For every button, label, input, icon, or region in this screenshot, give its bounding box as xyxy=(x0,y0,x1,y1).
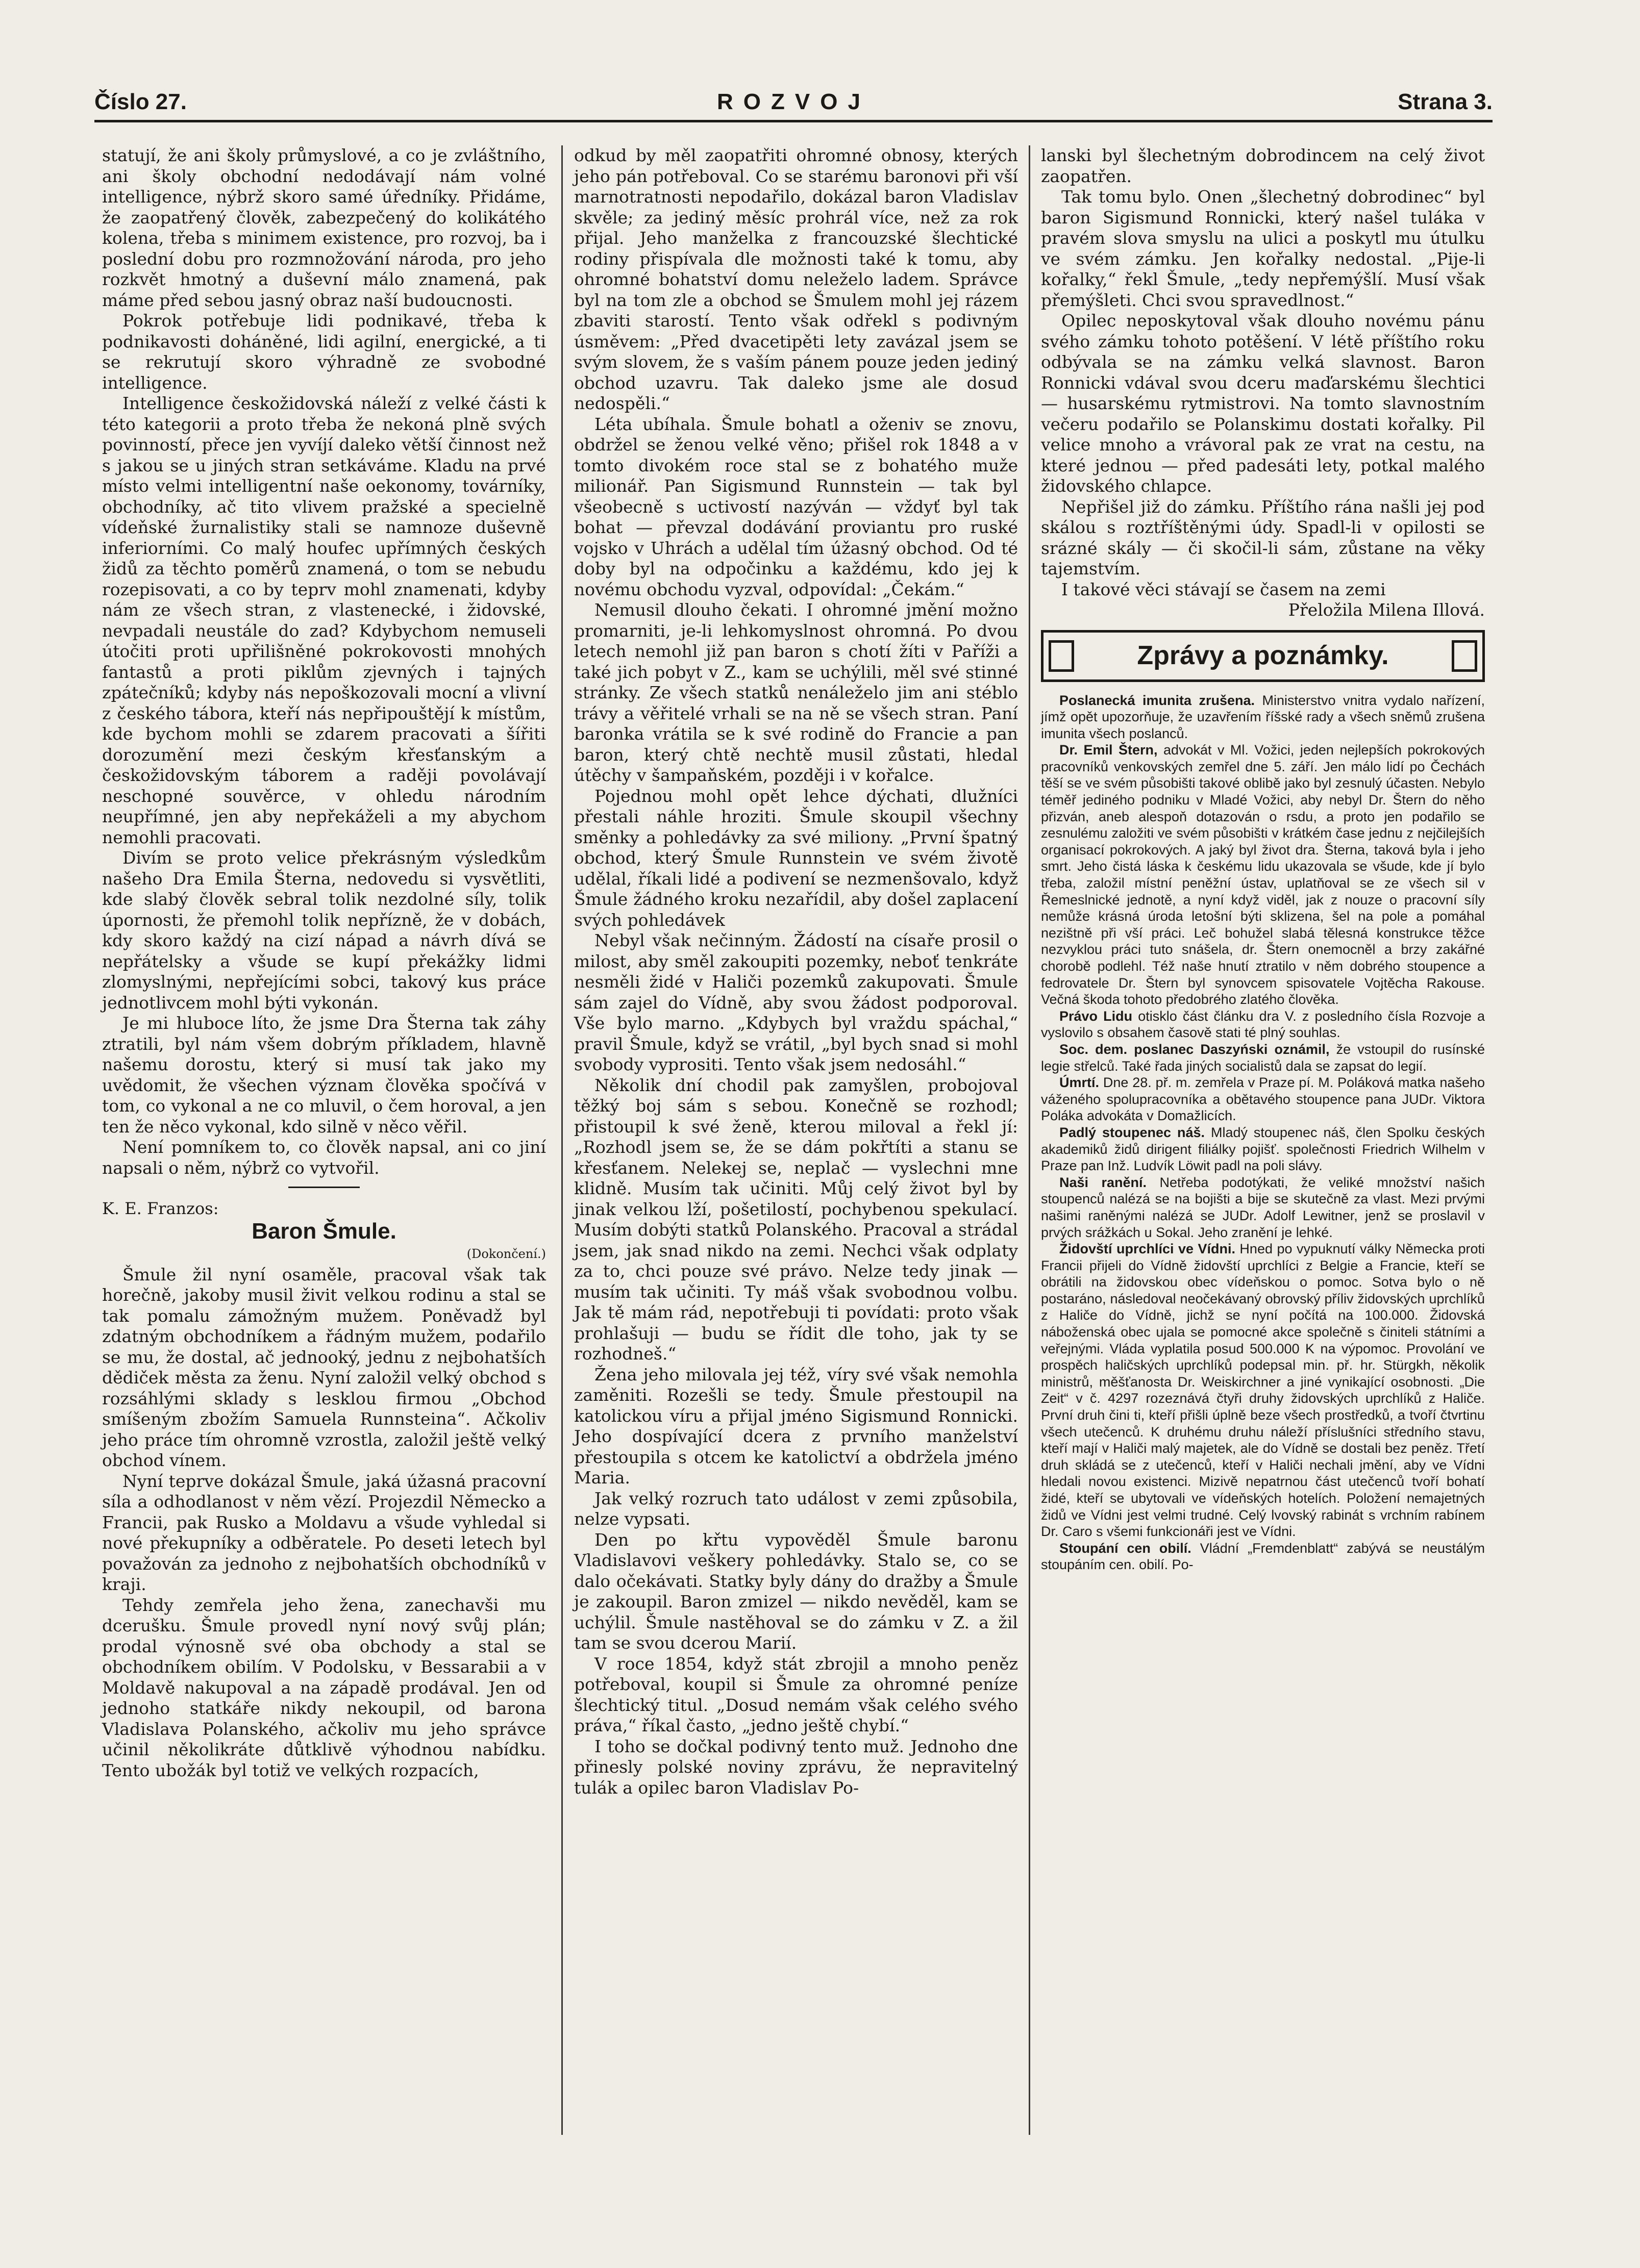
section-separator xyxy=(288,1187,360,1188)
story-paragraph: Šmule žil nyní osaměle, pracoval však tak horečně, jakoby musil živit velkou rodinu a stal se tak pomalu zámožným mužem. Poněvadž byl zdatným obchodníkem a řádným mužem, podařilo se mu, že dostal, ač jednooký, jednu z nejbohatších dědiček města za ženu. Nyní založil velký obchod s rozsáhlými sklady s lesklou firmou „Obchod smíšeným zbožím Samuela Runnsteina“. Ačkoliv jeho práce tím ohromně vzrostla, založil ještě velký obchod vínem. xyxy=(102,1264,546,1470)
story-paragraph: Pojednou mohl opět lehce dýchati, dlužníci přestali náhle hroziti. Šmule skoupil všechny směnky a pohledávky za své miliony. „První špatný obchod, který Šmule Runnstein ve svém životě udělal, říkali lidé a podivení se nezmenšovalo, když Šmule žádného kroku nezařídil, aby došel zaplacení svých pohledávek xyxy=(574,786,1018,930)
news-headline: Poslanecká imunita zrušena. xyxy=(1059,692,1255,708)
news-headline: Dr. Emil Štern, xyxy=(1059,742,1158,758)
news-text: Hned po vypuknutí války Německa proti Francii přijeli do Vídně židovští uprchlíci z Belgie a Francie, kteří se obrátili na židovskou obec vídeňskou o pomoc. Sotva bylo o ně postaráno, následoval neočekávaný obrovský příliv židovských uprchlíků z Haliče do Vídně, jichž se nyní počítá na 100.000. Židovská náboženská obec ujala se pomocné akce společně s činiteli státními a veřejnými. Vláda vyplatila posud 500.000 K na výpomoc. Provolání ve prospěch haličských uprchlíků podepsal min. př. hr. Stürgkh, několik ministrů, měšťanosta Dr. Weiskirchner a jiné vynikající osobnosti. „Die Zeit“ v č. 4297 rozeznává čtyři druhy židovských uprchlíků z Haliče. První druh čini ti, kteří přišli úplně beze všech prostředků, a tvoří čtvrtinu všech utečenců. K druhému druhu náleží příslušníci středního stavu, kteří mají v Haliči malý majetek, ale do Vídně se dostali bez peněz. Třetí druh skládá se z utečenců, kteří v Haliči nechali jmění, aby ve Vídni hledali novou existenci. Mizivě nepatrnou část utečenců tvoří bohatí židé, kteří se ubytovali ve vídeňských hotelích. Položení nemajetných židů ve Vídni jest velmi trudné. Celý lvovský rabinát s vrchním rabínem Dr. Caro s všemi funkcionáři jest ve Vídni. xyxy=(1041,1241,1485,1540)
story-author: K. E. Franzos: xyxy=(102,1199,219,1218)
story-paragraph: I takové věci stávají se časem na zemi xyxy=(1061,579,1386,599)
story-paragraph: Nepřišel již do zámku. Příštího rána našli jej pod skálou s roztříštěnými údy. Spadl-li v opilosti se srázné skály — či skočil-li sám, zůstane na věky tajemstvím. xyxy=(1041,496,1485,578)
news-headline: Padlý stoupenec náš. xyxy=(1059,1124,1205,1140)
news-item xyxy=(1041,1540,1485,1573)
news-item xyxy=(1041,692,1485,742)
column-divider xyxy=(1029,145,1030,2135)
paragraph: Není pomníkem to, co člověk napsal, ani co jiní napsali o něm, nýbrž co vytvořil. xyxy=(102,1137,546,1178)
story-paragraph: Nemusil dlouho čekati. I ohromné jmění možno promarniti, je-li lehkomyslnost ohromná. Po dvou letech nemohl již pan baron s chotí žíti v Paříži a také jich pobyt v Z., kam se uchýlili, měl své stinné stránky. Ze všech statků nenáleželo jim ani stéblo trávy a věřitelé vrhali se na ně se všech stran. Paní baronka vrátila se k své rodině do Francie a pan baron, který chtě nechtě musil zůstati, hledal útěchy v šampaňském, později i v kořalce. xyxy=(574,600,1018,785)
section-heading: Zprávy a poznámky. xyxy=(1137,641,1389,671)
story-paragraph: Nebyl však nečinným. Žádostí na císaře prosil o milost, aby směl zakoupiti pozemky, neboť tenkráte nesměli židé v Haliči pozemků zakupovati. Šmule sám zajel do Vídně, aby svou žádost podporoval. Vše bylo marno. „Kdybych byl vraždu spáchal,“ pravil Šmule, když se vrátil, „byl bych snad si mohl svobody vyprositi. Tento však jsem nedosáhl.“ xyxy=(574,930,1018,1074)
paragraph: statují, že ani školy průmyslové, a co je zvláštního, ani školy obchodní nedodávají nám volné intelligence, nýbrž skoro samé úředníky. Přidáme, že zaopatřený člověk, zabezpečený do kolikátého kolena, třeba s minimem existence, pro rozvoj, ba i poslední dobu pro rozmnožování národa, pro jeho rozkvět hmotný a duševní málo znamená, pak máme před sebou jasný obraz naší budoucnosti. xyxy=(102,145,546,310)
story-paragraph: Jak velký rozruch tato událost v zemi způsobila, nelze vypsati. xyxy=(574,1488,1018,1529)
story-paragraph: Den po křtu vypověděl Šmule baronu Vladislavovi veškery pohledávky. Stalo se, co se dalo očekávati. Statky byly dány do dražby a Šmule je zakoupil. Baron zmizel — nikdo nevěděl, kam se uchýlil. Šmule nastěhoval se do zámku v Z. a žil tam se svou dcerou Marií. xyxy=(574,1529,1018,1653)
translator-credit: Přeložila Milena Illová. xyxy=(1288,600,1485,620)
story-paragraph: Nyní teprve dokázal Šmule, jaká úžasná pracovní síla a odhodlanost v něm vězí. Projezdil Německo a Francii, pak Rusko a Moldavu a všude vyhledal si nové překupníky a odběratele. Po deseti letech byl považován za jednoho z nejbohatších obchodníků v kraji. xyxy=(102,1471,546,1594)
masthead-title: ROZVOJ xyxy=(717,89,871,114)
story-paragraph: odkud by měl zaopatřiti ohromné obnosy, kterých jeho pán potřeboval. Co se starému baronovi při vší marnotratnosti nepodařilo, dokázal baron Vladislav skvěle; za jediný měsíc prohrál více, než za rok přijal. Jeho manželka z francouzské šlechtické rodiny přispívala dle možnosti také k tomu, aby ohromné bohatství domu neleželo ladem. Správce byl na tom zle a obchod se Šmulem mohl jej rázem zbaviti starostí. Tento však odřekl s podivným úsměvem: „Před dvacetipěti lety zavázal jsem se svým slovem, že s vaším pánem pouze jeden jediný obchod uzavru. Tak daleko jsme ale dosud nedospěli.“ xyxy=(574,145,1018,413)
paragraph: Intelligence českožidovská náleží z velké části k této kategorii a proto třeba že nekoná plně svých povinností, přece jen vyvíjí daleko větší činnost než s jakou se u jiných stran setkáváme. Kladu na prvé místo velmi intelligentní naše oekonomy, továrníky, obchodníky, ač tito vlivem pražské a specielně vídeňské žurnalistiky stali se namnoze duševně inferiorními. Co malý houfec upřímných českých židů za těchto poměrů znamená, o tom se nebudu rozepisovati, a co by teprv mohl znamenati, kdyby nám ze všech stran, z vlastenecké, i židovské, nevpadali neustále do zad? Kdybychom nemuseli útočiti proti upřilišněné pokrokovosti mnohých fantastů a proti piklům zjevných i tajných zpátečníků; kdyby nás nepoškozovali mocní a vlivní z českého tábora, kteří nás nepřipouštějí k místům, kde bychom mohli se zdarem pracovati a šířiti dorozumění mezi českým křesťanským a českožidovským táborem a raději povolávají neschopné souvěrce, v ohledu národním neupřímné, jen aby nepřekáželi a my abychom nemohli pracovati. xyxy=(102,393,546,847)
news-text: Mladý stoupenec náš, člen Spolku českých akademiků židů dirigent filiálky pojišť. společnosti Friedrich Wilhelm v Praze pan Inž. Ludvík Löwit padl na poli slávy. xyxy=(1041,1124,1485,1174)
news-text: že vstoupil do rusínské legie střelců. Také řada jiných socialistů dala se zapsat do legií. xyxy=(1041,1041,1485,1074)
news-text: otisklo část článku dra V. z posledního čísla Rozvoje a vyslovilo s obsahem časově stati té plný souhlas. xyxy=(1041,1008,1485,1041)
column-1 xyxy=(102,145,546,1781)
news-text: Dne 28. př. m. zemřela v Praze pí. M. Poláková matka našeho váženého spolupracovníka a obětavého stoupence pana JUDr. Viktora Poláka advokáta v Domažlicích. xyxy=(1041,1075,1485,1124)
box-square-ornament xyxy=(1452,640,1477,672)
news-text: Vládní „Fremdenblatt“ zabývá se neustálým stoupáním cen. obilí. Po- xyxy=(1041,1540,1485,1573)
column-divider xyxy=(561,145,563,2135)
story-paragraph: Několik dní chodil pak zamyšlen, probojoval těžký boj sám s sebou. Konečně se rozhodl; přistoupil k své ženě, kterou miloval a řekl jí: „Rozhodl jsem se, že se dám pokřtíti a stanu se křesťanem. Nelekej se, neplač — vyslechni mne klidně. Musím tak učiniti. Můj celý život byl by jinak velkou lží, pošetilostí, pochybenou spekulací. Musím dobýti statků Polanského. Pracoval a strádal jsem, jak snad nikdo na zemi. Nechci však odplaty za to, chci pouze své právo. Nelze tedy jinak — musím tak učiniti. Ty máš však svobodnou volbu. Jak tě mám rád, nepotřebuji ti povídati: proto však prohlašuji — budu se řídit dle toho, jak ty se rozhodneš.“ xyxy=(574,1075,1018,1364)
news-headline: Soc. dem. poslanec Daszyński oznámil, xyxy=(1059,1041,1330,1057)
column-2 xyxy=(574,145,1018,1798)
news-text: Netřeba podotýkati, že veliké množství našich stoupenců nalézá se na bojišti a bije se skutečně za vlast. Mezi prvými našimi raněnými nalézá se JUDr. Adolf Lewitner, jenž se proslavil v prvých srážkách u Sokal. Jeho zranění je lehké. xyxy=(1041,1174,1485,1240)
paragraph: Divím se proto velice překrásným výsledkům našeho Dra Emila Šterna, nedovedu si vysvětliti, kde slabý člověk sebral tolik nezdolné síly, tolik úpornosti, že přemohl tolik nepřízně, že v dobách, kdy skoro každý na cizí nápad a návrh dívá se nepřátelsky a všude se kupí překážky lidmi zlomyslnými, nepřejícími sobci, takový kus práce jednotlivcem mohl býti vykonán. xyxy=(102,848,546,1013)
story-note: (Dokončení.) xyxy=(466,1247,546,1261)
story-paragraph: I toho se dočkal podivný tento muž. Jednoho dne přinesly polské noviny zprávu, že nepravitelný tulák a opilec baron Vladislav Po- xyxy=(574,1736,1018,1798)
paragraph: Je mi hluboce líto, že jsme Dra Šterna tak záhy ztratili, byl nám všem dobrým příkladem, hlavně našemu dorostu, který si musí tak jako my uvědomit, že všechen význam člověka spočívá v tom, co vykonal a ne co mluvil, o čem horoval, a jen ten že něco vykonal, kdo silně v něco věřil. xyxy=(102,1013,546,1137)
page-number: Strana 3. xyxy=(1398,89,1493,114)
story-paragraph: V roce 1854, když stát zbrojil a mnoho peněz potřeboval, koupil si Šmule za ohromné peníze šlechtický titul. „Dosud nemám však celého svého práva,“ říkal často, „jedno ještě chybí.“ xyxy=(574,1653,1018,1735)
news-text: advokát v Ml. Vožici, jeden nejlepších pokrokových pracovníků venkovských zemřel dne 5. září. Jen málo lidí po Čechách těší se ve svém působišti takové oblibě jako byl zesnulý účasten. Nebylo téměř jediného podniku v Mladé Vožici, aby nebyl Dr. Štern do něho přizván, aneb alespoň dotazován o rsdu, a proto jen podařilo se zesnulému založiti ve svém působišti v krátkém čase jednu z nejčilejších organisací pokrokových. A jaký byl život dra. Šterna, taková byla i jeho smrt. Jeho čistá láska k českému lidu ukazovala se všude, kde jí bylo třeba, založil místní peněžní ústav, uplatňoval se ze všech sil v Řemeslnické jednotě, a nyní když viděl, jak z nouze o pracovní síly nemůže krásná úroda letošní býti sklizena, šel na pole a pomáhal nezištně při vší práci. Leč bohužel slabá tělesná konstrukce těžce nezvyklou práci tuto snášela, dr. Štern onemocněl a brzy zakářné chorobě podlehl. Též naše hnutí ztratilo v něm dobrého stoupence a fedrovatele Dr. Štern byl synovcem spisovatele Vojtěcha Rakouse. Večná škoda tohoto předobrého zlatého člověka. xyxy=(1041,742,1485,1007)
news-item xyxy=(1041,1241,1485,1540)
story-title: Baron Šmule. xyxy=(252,1218,396,1244)
section-heading-box xyxy=(1041,630,1485,682)
story-paragraph: lanski byl šlechetným dobrodincem na celý život zaopatřen. xyxy=(1041,145,1485,186)
news-item xyxy=(1041,1008,1485,1041)
story-paragraph: Opilec neposkytoval však dlouho novému pánu svého zámku tohoto potěšení. V létě příštího roku odbývala se na zámku velká slavnost. Baron Ronnicki vdával svou dceru maďarskému šlechtici — husarskému rytmistrovi. Na tomto slavnostním večeru podařilo se Polanskimu dostati kořalky. Pil velice mnoho a vrávoral pak ze vrat na cestu, na které jednou — před padesáti lety, potkal malého židovského chlapce. xyxy=(1041,311,1485,496)
paragraph: Pokrok potřebuje lidi podnikavé, třeba k podnikavosti doháněné, lidi agilní, energické, a ti se rekrutují skoro výhradně ze svobodné intelligence. xyxy=(102,311,546,393)
story-paragraph: Žena jeho milovala jej též, víry své však nemohla zaměniti. Rozešli se tedy. Šmule přestoupil na katolickou víru a přijal jméno Sigismund Ronnicki. Jeho dospívající dcera z prvního manželství přestoupila s otcem ke katolictví a obdržela jméno Maria. xyxy=(574,1364,1018,1488)
column-3 xyxy=(1041,145,1485,1573)
news-item xyxy=(1041,1174,1485,1241)
box-square-ornament xyxy=(1049,640,1074,672)
news-headline: Úmrtí. xyxy=(1059,1075,1100,1091)
news-headline: Židovští uprchlíci ve Vídni. xyxy=(1059,1241,1235,1257)
news-item xyxy=(1041,1124,1485,1174)
story-paragraph: Léta ubíhala. Šmule bohatl a oženiv se znovu, obdržel se ženou velké věno; přišel rok 1848 a v tomto divokém roce stal se z bohatého muže milionář. Pan Sigismund Runnstein — tak byl všeobecně s uctivostí nazýván — vždyť byl tak bohat — převzal dodávání proviantu pro ruské vojsko v Uhrách a udělal tím úžasný obchod. Od té doby byl na odpočinku a každému, kdo jej k novému obchodu vyzval, odpovídal: „Čekám.“ xyxy=(574,414,1018,599)
header-rule xyxy=(94,120,1493,122)
issue-number: Číslo 27. xyxy=(94,89,187,114)
news-item xyxy=(1041,1041,1485,1074)
news-headline: Právo Lidu xyxy=(1059,1008,1133,1024)
news-list xyxy=(1041,692,1485,1573)
news-item xyxy=(1041,742,1485,1008)
news-headline: Naši ranění. xyxy=(1059,1174,1147,1190)
news-text: Ministerstvo vnitra vydalo nařízení, jímž opět upozorňuje, že uzavřením říšské rady a všech sněmů zrušena imunita všech poslanců. xyxy=(1041,692,1485,741)
story-paragraph: Tak tomu bylo. Onen „šlechetný dobrodinec“ byl baron Sigismund Ronnicki, který našel tuláka v pravém slova smyslu na ulici a poskytl mu útulku ve svém zámku. Jen kořalky nedostal. „Pije-li kořalky,“ řekl Šmule, „tedy nepřemýšlí. Musí však přemýšleti. Chci svou spravedlnost.“ xyxy=(1041,187,1485,310)
story-paragraph: Tehdy zemřela jeho žena, zanechavši mu dcerušku. Šmule provedl nyní nový svůj plán; prodal výnosně své oba obchody a stal se obchodníkem obilím. V Podolsku, v Bessarabii a v Moldavě nakupoval a na západě prodával. Jen od jednoho statkáře nikdy nekoupil, od barona Vladislava Polanského, ačkoliv mu jeho správce učinil několikráte důtklivě výhodnou nabídku. Tento ubožák byl totiž ve velkých rozpacích, xyxy=(102,1595,546,1780)
news-item xyxy=(1041,1074,1485,1124)
news-headline: Stoupání cen obilí. xyxy=(1059,1540,1191,1556)
